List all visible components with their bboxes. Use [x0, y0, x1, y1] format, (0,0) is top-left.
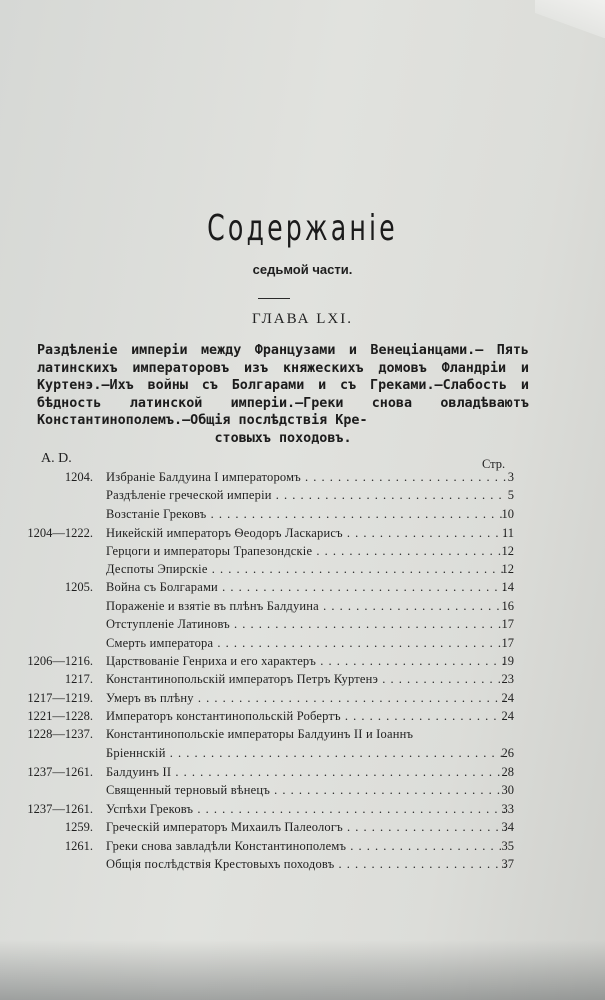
entry-title: Умеръ въ плѣну . . .	[106, 691, 506, 706]
toc-entry	[0, 820, 605, 838]
entry-year: 1259.	[64, 820, 93, 834]
column-header-page: Стр.	[482, 457, 506, 471]
entry-title: Деспоты Эпирскіе . . .	[106, 562, 506, 577]
entry-title: Раздѣленіе греческой имперіи . . .	[106, 488, 506, 503]
entry-page: 28	[501, 765, 514, 779]
entry-year: 1217.	[64, 672, 93, 686]
toc-entry	[0, 727, 605, 745]
entry-page: 16	[501, 599, 514, 613]
entry-page: 37	[501, 857, 514, 871]
entry-page: 34	[501, 820, 514, 834]
entry-page: 3	[507, 470, 514, 484]
toc-entry	[0, 488, 605, 506]
entry-title: Царствованіе Генриха и его характеръ . . .	[106, 654, 506, 669]
entry-page: 11	[501, 526, 514, 540]
toc-entry	[0, 857, 605, 875]
entry-title: Бріеннскій . . .	[106, 746, 506, 761]
entry-year: 1217—1219.	[27, 691, 93, 705]
entry-year: 1221—1228.	[27, 709, 93, 723]
entry-title: Константинопольскій императоръ Петръ Куртенэ . . .	[106, 672, 506, 687]
entry-title: Война съ Болгарами . . .	[106, 580, 506, 595]
entry-title: Балдуинъ II . . .	[106, 765, 506, 780]
toc-entry	[0, 636, 605, 654]
page-shadow	[0, 940, 605, 1000]
entry-year: 1261.	[64, 839, 93, 853]
toc-entry	[0, 746, 605, 764]
toc-entry	[0, 580, 605, 598]
toc-entry	[0, 507, 605, 525]
entry-page: 19	[501, 654, 514, 668]
toc-entry	[0, 470, 605, 488]
entry-page: 17	[501, 617, 514, 631]
entry-title: Отступленіе Латиновъ . . .	[106, 617, 506, 632]
entry-title: Пораженіе и взятіе въ плѣнъ Балдуина . . .	[106, 599, 506, 614]
entry-year: 1204—1222.	[27, 526, 93, 540]
entry-page: 24	[501, 691, 514, 705]
entry-title: Успѣхи Грековъ . . .	[106, 802, 506, 817]
summary-text: Раздѣленіе имперіи между Французами и Венеціанцами.— Пять латинскихъ императоровъ изъ княжескихъ домовъ Фландріи и Куртенэ.—Ихъ войны съ Болгарами и съ Греками.—Слабость и бѣдность латинской имперіи.—Греки снова овладѣваютъ Константинополемъ.—Общія послѣдствія Кре-	[37, 343, 529, 428]
column-header-year: A. D.	[41, 451, 72, 466]
entry-year: 1204.	[64, 470, 93, 484]
entry-title: Императоръ константинопольскій Робертъ . . .	[106, 709, 506, 724]
entry-year: 1205.	[64, 580, 93, 594]
entry-page: 14	[501, 580, 514, 594]
page-corner	[535, 0, 605, 38]
page-subtitle: седьмой части.	[252, 262, 353, 277]
entry-title: Герцоги и императоры Трапезондскіе . . .	[106, 544, 506, 559]
toc-entry	[0, 526, 605, 544]
summary-last-line: стовыхъ походовъ.	[214, 430, 352, 446]
entry-page: 17	[501, 636, 514, 650]
toc-entry	[0, 839, 605, 857]
entry-page: 35	[501, 839, 514, 853]
entry-title: Избраніе Балдуина I императоромъ . . .	[106, 470, 506, 485]
toc-entry	[0, 691, 605, 709]
toc-entry	[0, 599, 605, 617]
chapter-summary	[37, 342, 529, 447]
toc-entry	[0, 783, 605, 801]
entry-page: 24	[501, 709, 514, 723]
entry-year: 1237—1261.	[27, 802, 93, 816]
entry-page: 12	[501, 562, 514, 576]
toc-entry	[0, 802, 605, 820]
entry-title: Общія послѣдствія Крестовыхъ походовъ . . .	[106, 857, 506, 872]
entry-title: Константинопольскіе императоры Балдуинъ II и Іоаннъ	[106, 727, 414, 741]
toc-entry	[0, 654, 605, 672]
toc-entry	[0, 544, 605, 562]
entry-page: 5	[507, 488, 514, 502]
entry-title: Смерть императора . . .	[106, 636, 506, 651]
entry-title: Возстаніе Грековъ . . .	[106, 507, 506, 522]
toc-entry	[0, 562, 605, 580]
divider-rule	[258, 298, 290, 299]
entry-title: Греки снова завладѣли Константинополемъ . . .	[106, 839, 506, 854]
entry-page: 30	[501, 783, 514, 797]
page-title: Содержаніе	[207, 208, 398, 249]
entry-page: 23	[501, 672, 514, 686]
toc-entry	[0, 765, 605, 783]
entry-year: 1237—1261.	[27, 765, 93, 779]
entry-title: Священный терновый вѣнецъ . . .	[106, 783, 506, 798]
entry-page: 12	[501, 544, 514, 558]
entry-year: 1206—1216.	[27, 654, 93, 668]
chapter-heading: ГЛАВА LXI.	[252, 311, 353, 327]
entry-page: 10	[501, 507, 514, 521]
entry-page: 33	[501, 802, 514, 816]
toc-entry	[0, 617, 605, 635]
entry-page: 26	[501, 746, 514, 760]
toc-entry	[0, 672, 605, 690]
entry-year: 1228—1237.	[27, 727, 93, 741]
entry-title: Никейскій императоръ Ѳеодоръ Ласкарисъ . . .	[106, 526, 506, 541]
entry-title: Греческій императоръ Михаилъ Палеологъ . . .	[106, 820, 506, 835]
toc-entry	[0, 709, 605, 727]
